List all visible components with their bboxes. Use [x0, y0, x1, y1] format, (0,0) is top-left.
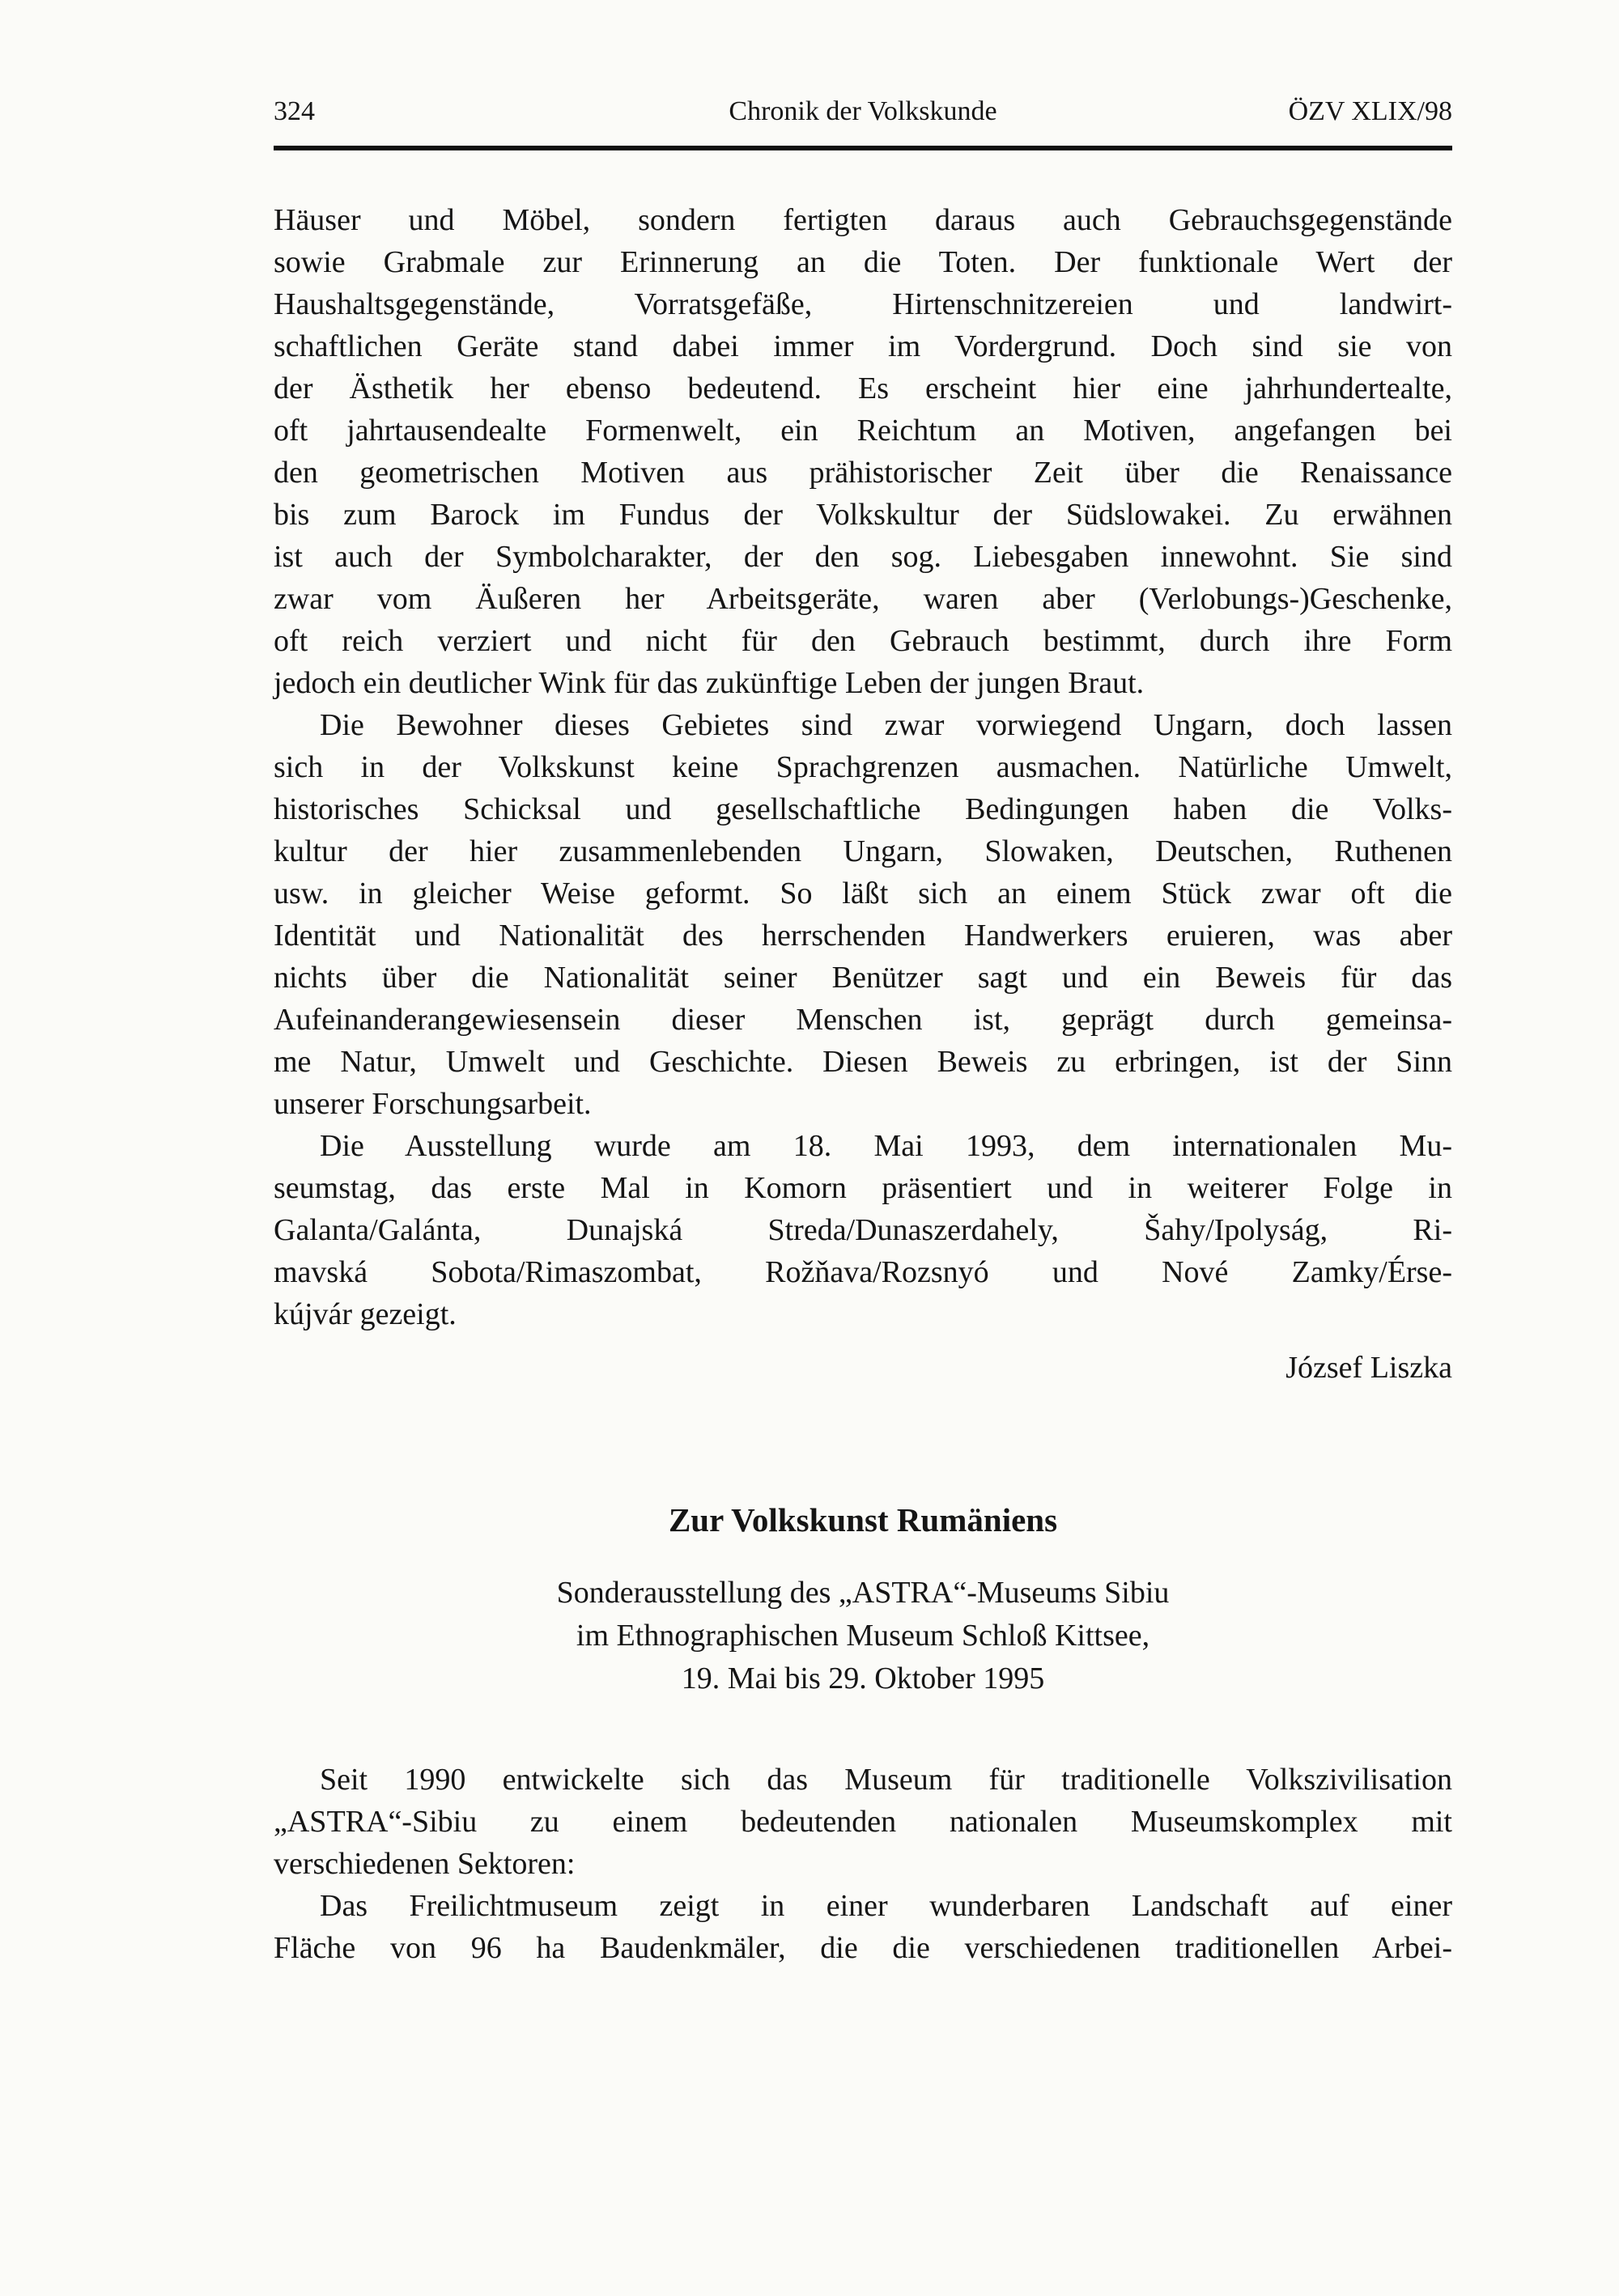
- text-line: me Natur, Umwelt und Geschichte. Diesen Beweis zu erbringen, ist der Sinn: [274, 1045, 1452, 1079]
- text-line: Die Bewohner dieses Gebietes sind zwar vorwiegend Ungarn, doch lassen: [320, 708, 1452, 742]
- paragraph: [274, 1759, 1452, 1885]
- text-line: kultur der hier zusammenlebenden Ungarn, Slowaken, Deutschen, Ruthenen: [274, 834, 1452, 868]
- article-body: [274, 199, 1452, 1335]
- running-header: [274, 95, 1452, 128]
- text-line: Das Freilichtmuseum zeigt in einer wunderbaren Landschaft auf einer: [320, 1889, 1452, 1923]
- text-line: ist auch der Symbolcharakter, der den sog. Liebesgaben innewohnt. Sie sind: [274, 540, 1452, 574]
- text-column: [274, 95, 1452, 1969]
- subtitle-line: 19. Mai bis 29. Oktober 1995: [681, 1662, 1045, 1695]
- text-line: Identität und Nationalität des herrschenden Handwerkers eruieren, was aber: [274, 919, 1452, 953]
- article-body-2: [274, 1759, 1452, 1969]
- text-line: Häuser und Möbel, sondern fertigten daraus auch Gebrauchsgegenstände: [274, 203, 1452, 237]
- text-line: sich in der Volkskunst keine Sprachgrenzen ausmachen. Natürliche Umwelt,: [274, 750, 1452, 784]
- subtitle-line: Sonderausstellung des „ASTRA“-Museums Sibiu: [556, 1576, 1170, 1610]
- journal-reference: ÖZV XLIX/98: [1288, 96, 1452, 126]
- text-line: Galanta/Galánta, Dunajská Streda/Dunaszerdahely, Šahy/Ipolyság, Ri-: [274, 1213, 1452, 1247]
- text-line: Aufeinanderangewiesensein dieser Menschen ist, geprägt durch gemeinsa-: [274, 1003, 1452, 1037]
- text-line: unserer Forschungsarbeit.: [274, 1087, 592, 1121]
- text-line: verschiedenen Sektoren:: [274, 1847, 576, 1881]
- text-line: „ASTRA“-Sibiu zu einem bedeutenden nationalen Museumskomplex mit: [274, 1805, 1452, 1839]
- text-line: den geometrischen Motiven aus prähistorischer Zeit über die Renaissance: [274, 456, 1452, 490]
- text-line: zwar vom Äußeren her Arbeitsgeräte, waren aber (Verlobungs-)Geschenke,: [274, 582, 1452, 616]
- text-line: Fläche von 96 ha Baudenkmäler, die die verschiedenen traditionellen Arbei-: [274, 1931, 1452, 1965]
- paragraph: [274, 199, 1452, 704]
- section-subtitle: [274, 1572, 1452, 1700]
- text-line: seumstag, das erste Mal in Komorn präsentiert und in weiterer Folge in: [274, 1171, 1452, 1205]
- text-line: usw. in gleicher Weise geformt. So läßt sich an einem Stück zwar oft die: [274, 876, 1452, 910]
- text-line: bis zum Barock im Fundus der Volkskultur der Südslowakei. Zu erwähnen: [274, 498, 1452, 532]
- paragraph: [274, 1885, 1452, 1969]
- text-line: mavská Sobota/Rimaszombat, Rožňava/Rozsnyó und Nové Zamky/Érse-: [274, 1255, 1452, 1289]
- paragraph: [274, 1125, 1452, 1335]
- text-line: der Ästhetik her ebenso bedeutend. Es erscheint hier eine jahrhundertealte,: [274, 371, 1452, 405]
- section-title: Zur Volkskunst Rumäniens: [668, 1501, 1058, 1538]
- text-line: schaftlichen Geräte stand dabei immer im Vordergrund. Doch sind sie von: [274, 329, 1452, 363]
- text-line: jedoch ein deutlicher Wink für das zukünftige Leben der jungen Braut.: [274, 666, 1145, 700]
- text-line: Haushaltsgegenstände, Vorratsgefäße, Hirtenschnitzereien und landwirt-: [274, 287, 1452, 321]
- page-number: 324: [274, 96, 315, 126]
- subtitle-line: im Ethnographischen Museum Schloß Kittsee,: [576, 1619, 1150, 1653]
- text-line: Die Ausstellung wurde am 18. Mai 1993, dem internationalen Mu-: [320, 1129, 1452, 1163]
- header-rule: [274, 146, 1452, 151]
- text-line: historisches Schicksal und gesellschaftliche Bedingungen haben die Volks-: [274, 792, 1452, 826]
- running-title: Chronik der Volkskunde: [729, 96, 997, 126]
- paragraph: [274, 704, 1452, 1125]
- text-line: sowie Grabmale zur Erinnerung an die Toten. Der funktionale Wert der: [274, 245, 1452, 279]
- text-line: oft jahrtausendealte Formenwelt, ein Reichtum an Motiven, angefangen bei: [274, 414, 1452, 448]
- author-signature: József Liszka: [1285, 1351, 1452, 1385]
- text-line: kújvár gezeigt.: [274, 1297, 457, 1331]
- text-line: oft reich verziert und nicht für den Gebrauch bestimmt, durch ihre Form: [274, 624, 1452, 658]
- text-line: Seit 1990 entwickelte sich das Museum für traditionelle Volkszivilisation: [320, 1763, 1452, 1797]
- text-line: nichts über die Nationalität seiner Benützer sagt und ein Beweis für das: [274, 961, 1452, 995]
